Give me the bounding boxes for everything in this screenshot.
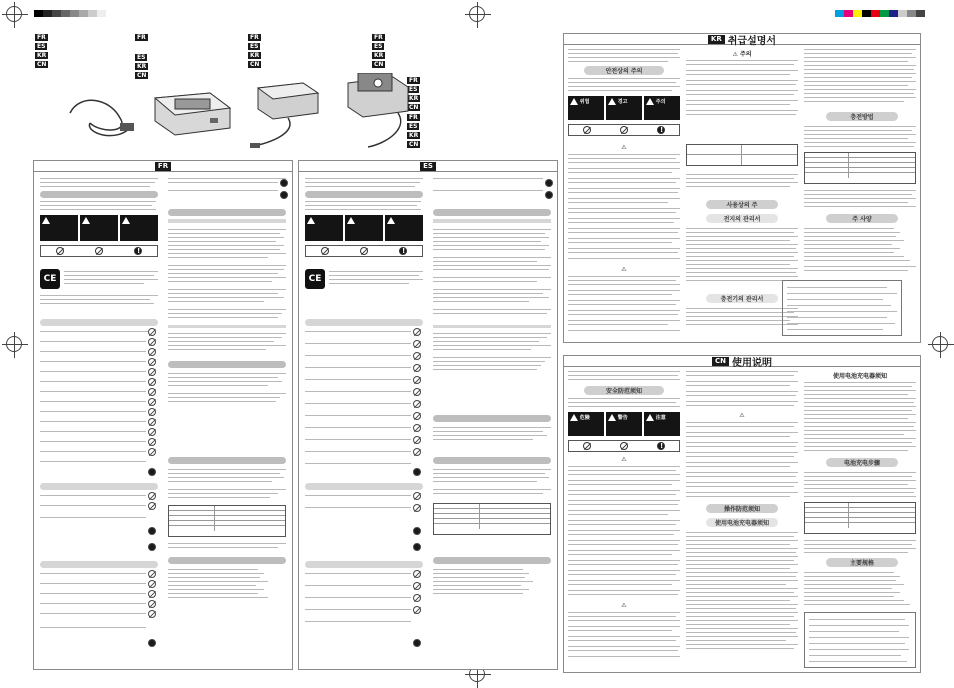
do-not-disassemble-icon [620,126,628,134]
cn-danger-heading: ⚠ [621,456,627,463]
charger-with-cord-illustration [60,73,235,148]
kr-notice-box: 주의 [644,96,680,120]
es-no-icon-3 [413,352,421,360]
registration-mark-top-left [6,6,22,22]
kr-manual-panel [563,33,921,343]
kr-title: 취급설명서 [727,35,777,47]
es-danger-band [305,319,423,326]
es-caution-band [305,561,423,568]
language-list-a: FR ES KR CN [250,34,260,68]
fr-no-icon-2 [148,338,156,346]
fr-no-icon-4 [148,358,156,366]
fr-no-icon-14 [148,492,156,500]
cn-charge-table [804,502,916,534]
kr-spec-section: 주 사양 [826,214,898,223]
cn-language-tag: CN [712,357,729,366]
cn-charger-handling: 使用电池充电器须知 [706,518,778,527]
kr-charger-section: 충전기의 관리서 [706,294,778,303]
ce-mark: CE [40,269,60,289]
es-charge-table [433,503,551,535]
kr-danger-heading: ⚠ [621,144,627,151]
registration-mark-mid-right [932,336,948,352]
fr-no-icon-10 [148,418,156,426]
es-spec-band [433,557,551,564]
es-must-icon-4 [413,639,421,647]
es-no-icon-10 [413,436,421,444]
es-no-icon-9 [413,424,421,432]
fr-no-icon-16 [148,570,156,578]
fr-symbol-row [40,245,158,257]
fr-charging-band [168,457,286,464]
color-bar-left [34,10,106,17]
kr-battery-section: 전지의 관리서 [706,214,778,223]
fr-no-icon-13 [148,448,156,456]
cn-safety-title: 安全防范须知 [584,386,664,395]
es-danger-box [305,215,343,241]
fr-charge-table [168,505,286,537]
language-list-right: FR ES KR CN [137,34,147,79]
color-bar-right [835,10,925,17]
fr-no-icon-6 [148,378,156,386]
fr-must-icon-5 [280,179,288,187]
es-must-icon-5 [545,179,553,187]
es-no-icon-6 [413,388,421,396]
es-caution-box [385,215,423,241]
es-must-icon-2 [413,527,421,535]
fr-header [34,161,292,172]
illustration-panel-cable [35,33,238,151]
es-must-icon-1 [413,468,421,476]
registration-mark-mid-left [6,336,22,352]
kr-charge-section: 충전방법 [826,112,898,121]
cn-header [564,356,920,367]
kr-header [564,34,920,45]
es-no-icon-15 [413,582,421,590]
cn-handling-title: 操作防范须知 [706,504,778,513]
es-symbol-row [305,245,423,257]
cn-battery-charger-notice: 使用电池充电器须知 [832,373,887,380]
es-manual-panel [298,160,558,670]
cn-spec-title: 主要规格 [826,558,898,567]
kr-language-tag: KR [708,35,725,44]
es-charging-band [433,457,551,464]
fr-charger-band [168,361,286,368]
es-no-icon-11 [413,448,421,456]
fr-no-icon-7 [148,388,156,396]
fr-language-tag: FR [155,162,171,171]
mandatory-icon [399,247,407,255]
es-must-icon-6 [545,191,553,199]
charger-side-view-illustration [348,73,408,93]
es-no-icon-2 [413,340,421,348]
cn-symbol-row [568,440,680,452]
cn-caution-heading: ⚠ [739,412,745,419]
kr-caution-table [686,144,798,166]
fr-no-icon-19 [148,600,156,608]
mandatory-icon [134,247,142,255]
illustration-panel-charging [248,33,448,151]
fr-spec-band [168,557,286,564]
fr-no-icon-11 [148,428,156,436]
do-not-disassemble-icon [95,247,103,255]
es-no-icon-17 [413,606,421,614]
fr-no-icon-17 [148,580,156,588]
fr-danger-box [40,215,78,241]
prohibited-icon [583,126,591,134]
kr-address-box [782,280,902,336]
prohibited-icon [583,442,591,450]
fr-caution-band [40,561,158,568]
language-list-left: FR ES KR CN [37,34,47,68]
cn-danger-box: 危險 [568,412,604,436]
es-header [299,161,557,172]
cn-caution-box: 注意 [644,412,680,436]
mandatory-icon [657,126,665,134]
cn-warning-heading: ⚠ [621,602,627,609]
ce-mark: CE [305,269,325,289]
es-no-icon-1 [413,328,421,336]
fr-must-icon-1 [148,468,156,476]
kr-warning-box: 경고 [606,96,642,120]
es-language-tag: ES [420,162,436,171]
kr-charge-table [804,152,916,184]
es-usage-band [433,209,551,216]
es-section-band-1 [305,191,423,198]
kr-safety-title: 안전상의 주의 [584,66,664,75]
es-no-icon-8 [413,412,421,420]
kr-danger-box: 위험 [568,96,604,120]
es-no-icon-14 [413,570,421,578]
fr-danger-band [40,319,158,326]
es-no-icon-13 [413,504,421,512]
kr-caution-heading: ⚠ 주의 [732,51,752,58]
es-no-icon-16 [413,594,421,602]
do-not-disassemble-icon [620,442,628,450]
es-warning-box [345,215,383,241]
do-not-disassemble-icon [360,247,368,255]
cn-address-box [804,612,916,668]
es-charger-band [433,415,551,422]
prohibited-icon [321,247,329,255]
language-list-c: FR ES KR CN [409,77,419,111]
kr-symbol-row [568,124,680,136]
fr-no-icon-3 [148,348,156,356]
es-must-icon-3 [413,543,421,551]
es-no-icon-4 [413,364,421,372]
fr-section-band-1 [40,191,158,198]
fr-manual-panel [33,160,293,670]
fr-must-icon-2 [148,527,156,535]
fr-no-icon-20 [148,610,156,618]
fr-no-icon-15 [148,502,156,510]
es-no-icon-12 [413,492,421,500]
language-list-b: FR ES KR CN [374,34,384,68]
es-no-icon-5 [413,376,421,384]
fr-warning-box [80,215,118,241]
fr-no-icon-8 [148,398,156,406]
fr-usage-band [168,209,286,216]
fr-no-icon-1 [148,328,156,336]
es-no-icon-7 [413,400,421,408]
cn-charge-steps: 电池充电步骤 [826,458,898,467]
language-list-d: FR ES KR CN [409,114,419,148]
kr-warning-heading: ⚠ [621,266,627,273]
fr-no-icon-5 [148,368,156,376]
cn-manual-panel [563,355,921,673]
fr-must-icon-6 [280,191,288,199]
fr-no-icon-12 [148,438,156,446]
kr-usage-title: 사용상의 주 [706,200,778,209]
cn-title: 使用说明 [732,357,772,369]
fr-warning-band [40,483,158,490]
es-warning-band [305,483,423,490]
fr-caution-box [120,215,158,241]
mandatory-icon [657,442,665,450]
fr-no-icon-9 [148,408,156,416]
fr-no-icon-18 [148,590,156,598]
registration-mark-top-center [469,6,485,22]
prohibited-icon [56,247,64,255]
fr-must-icon-3 [148,543,156,551]
fr-must-icon-4 [148,639,156,647]
cn-warning-box: 警告 [606,412,642,436]
